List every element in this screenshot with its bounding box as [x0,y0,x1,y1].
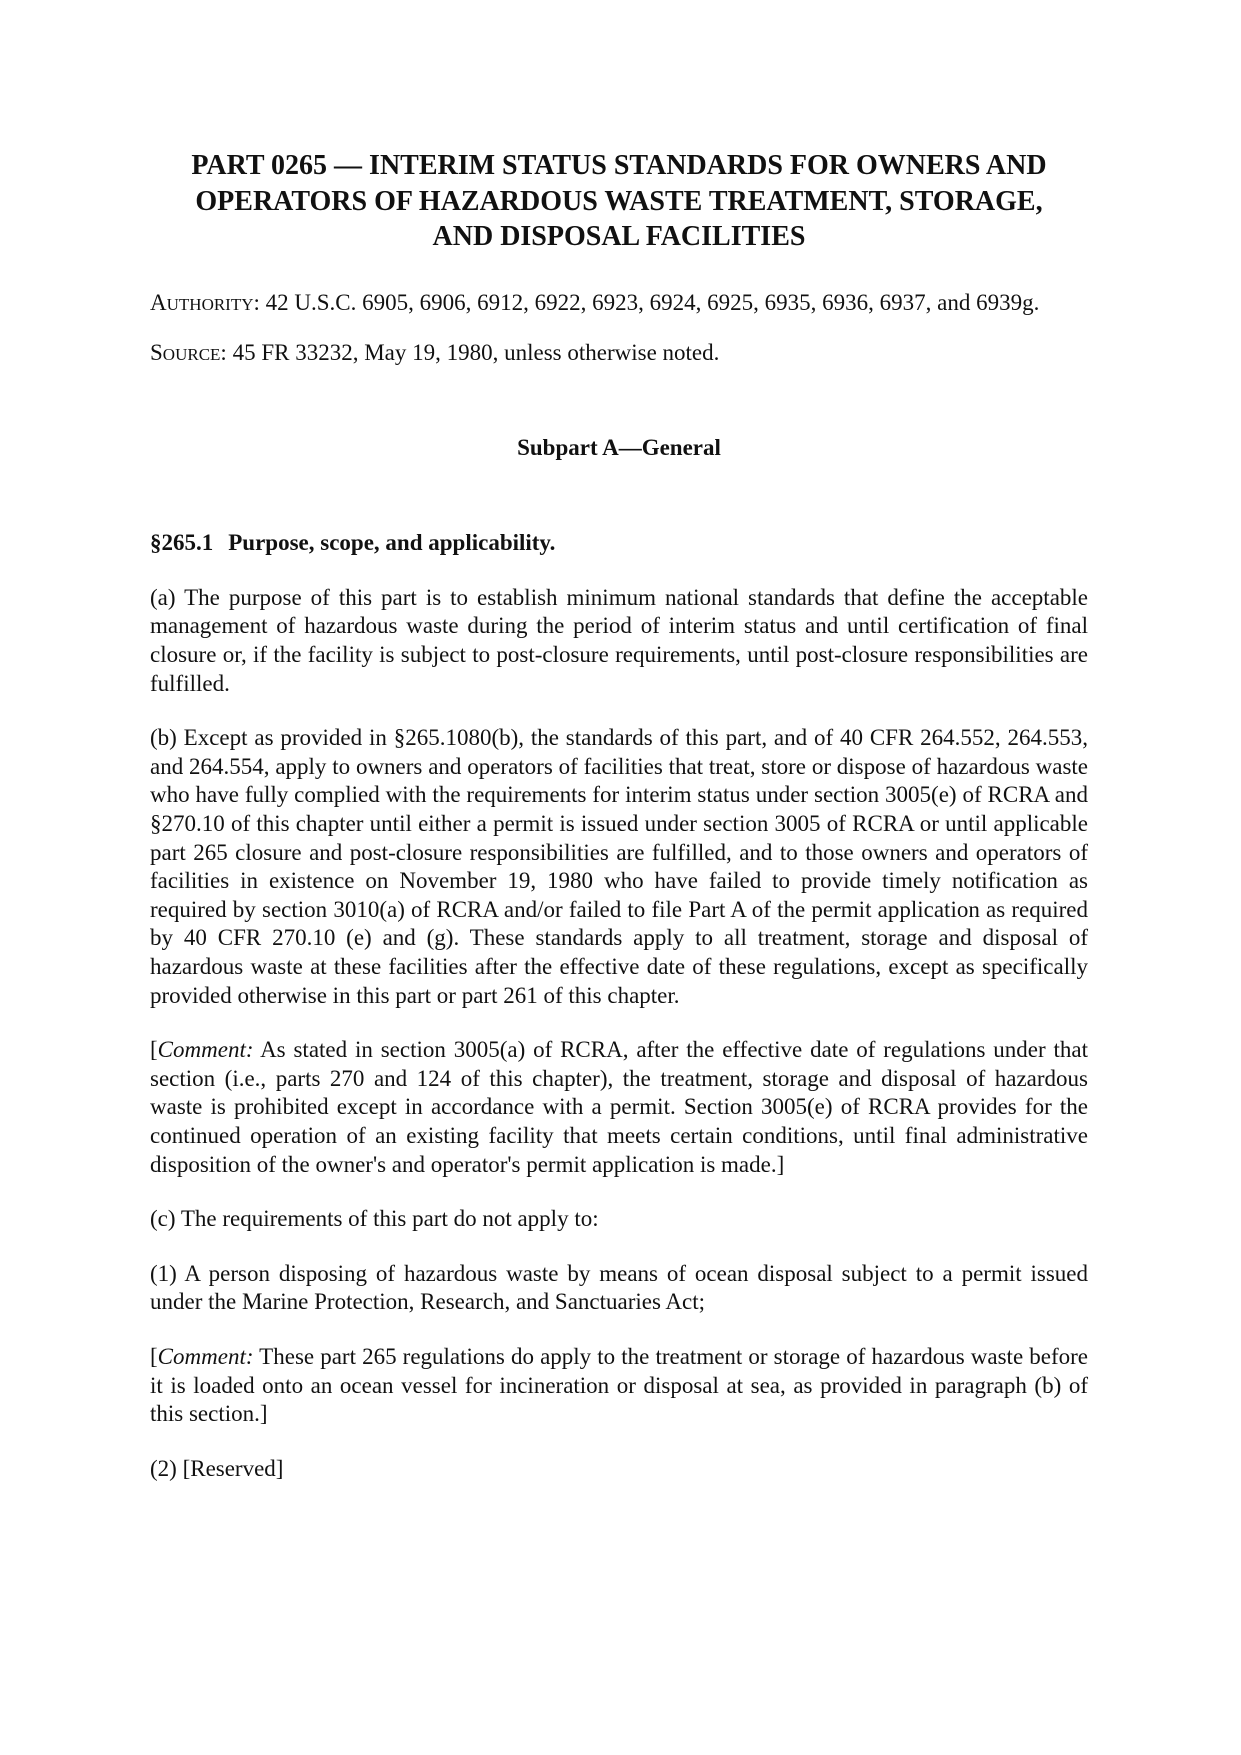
authority-label-rest: UTHORITY [166,294,254,314]
authority-text: 42 U.S.C. 6905, 6906, 6912, 6922, 6923, 6924, 6925, 6935, 6936, 6937, and 6939g. [259,289,1040,315]
paragraph-c1: (1) A person disposing of hazardous waste by means of ocean disposal subject to a permit issued under the Marine Protection, Research, and Sanctuaries Act; [150,1260,1088,1315]
section-heading [150,529,1088,558]
source-label-first: S [150,340,163,366]
paragraph-b: (b) Except as provided in §265.1080(b), the standards of this part, and of 40 CFR 264.552, 264.553, and 264.554, apply to owners and operators of facilities that treat, store or dispose of hazardous waste who have fully complied with the requirements for interim status under section 3005(e) of RCRA and §270.10 of this chapter until either a permit is issued under section 3005 of RCRA or until applicable part 265 closure and post-closure responsibilities are fulfilled, and to those owners and operators of facilities in existence on November 19, 1980 who have failed to provide timely notification as required by section 3010(a) of RCRA and/or failed to file Part A of the permit application as required by 40 CFR 270.10 (e) and (g). These standards apply to all treatment, storage and disposal of hazardous waste at these facilities after the effective date of these regulations, except as specifically provided otherwise in this part or part 261 of this chapter. [150,725,1088,1008]
comment-2-label: Comment: [157,1343,254,1369]
comment-1-text: As stated in section 3005(a) of RCRA, after the effective date of regulations under that section (i.e., parts 270 and 124 of this chapter), the treatment, storage and disposal of hazardous waste is prohibited except in accordance with a permit. Section 3005(e) of RCRA provides for the continued operation of an existing facility that meets certain conditions, until final administrative disposition of the owner's and operator's permit application is made.] [150,1037,1088,1177]
section-number: §265.1 [150,530,214,556]
authority-line [150,289,1088,320]
subpart-heading: Subpart A—General [517,434,721,460]
part-title [150,148,1088,255]
title-line-3: AND DISPOSAL FACILITIES [432,221,806,252]
source-colon: : [220,340,227,366]
paragraph-a: (a) The purpose of this part is to establish minimum national standards that define the acceptable management of hazardous waste during the period of interim status and until certification of final closure or, if the facility is subject to post-closure requirements, until post-closure responsibilities are fulfilled. [150,584,1088,696]
authority-label-first: A [150,289,167,315]
comment-2-text: These part 265 regulations do apply to the treatment or storage of hazardous waste before it is loaded onto an ocean vessel for incineration or disposal at sea, as provided in paragraph (b) of this section.] [150,1343,1088,1427]
comment-paragraph-1 [150,1036,1088,1179]
authority-colon: : [253,289,260,315]
comment-2-open-bracket: [ [150,1343,158,1369]
comment-1-open-bracket: [ [150,1037,158,1063]
source-line [150,339,1088,370]
title-line-2: OPERATORS OF HAZARDOUS WASTE TREATMENT, STORAGE, [195,185,1043,217]
paragraph-c: (c) The requirements of this part do not apply to: [150,1206,599,1232]
comment-paragraph-2 [150,1343,1088,1429]
source-label-rest: OURCE [162,345,221,365]
paragraph-c2: (2) [Reserved] [150,1455,284,1481]
section-title: Purpose, scope, and applicability. [228,530,556,556]
comment-1-label: Comment: [157,1037,254,1063]
source-text: 45 FR 33232, May 19, 1980, unless otherwise noted. [226,340,720,366]
document-page [150,148,1088,1483]
title-line-1: PART 0265 — INTERIM STATUS STANDARDS FOR OWNERS AND [191,150,1047,181]
